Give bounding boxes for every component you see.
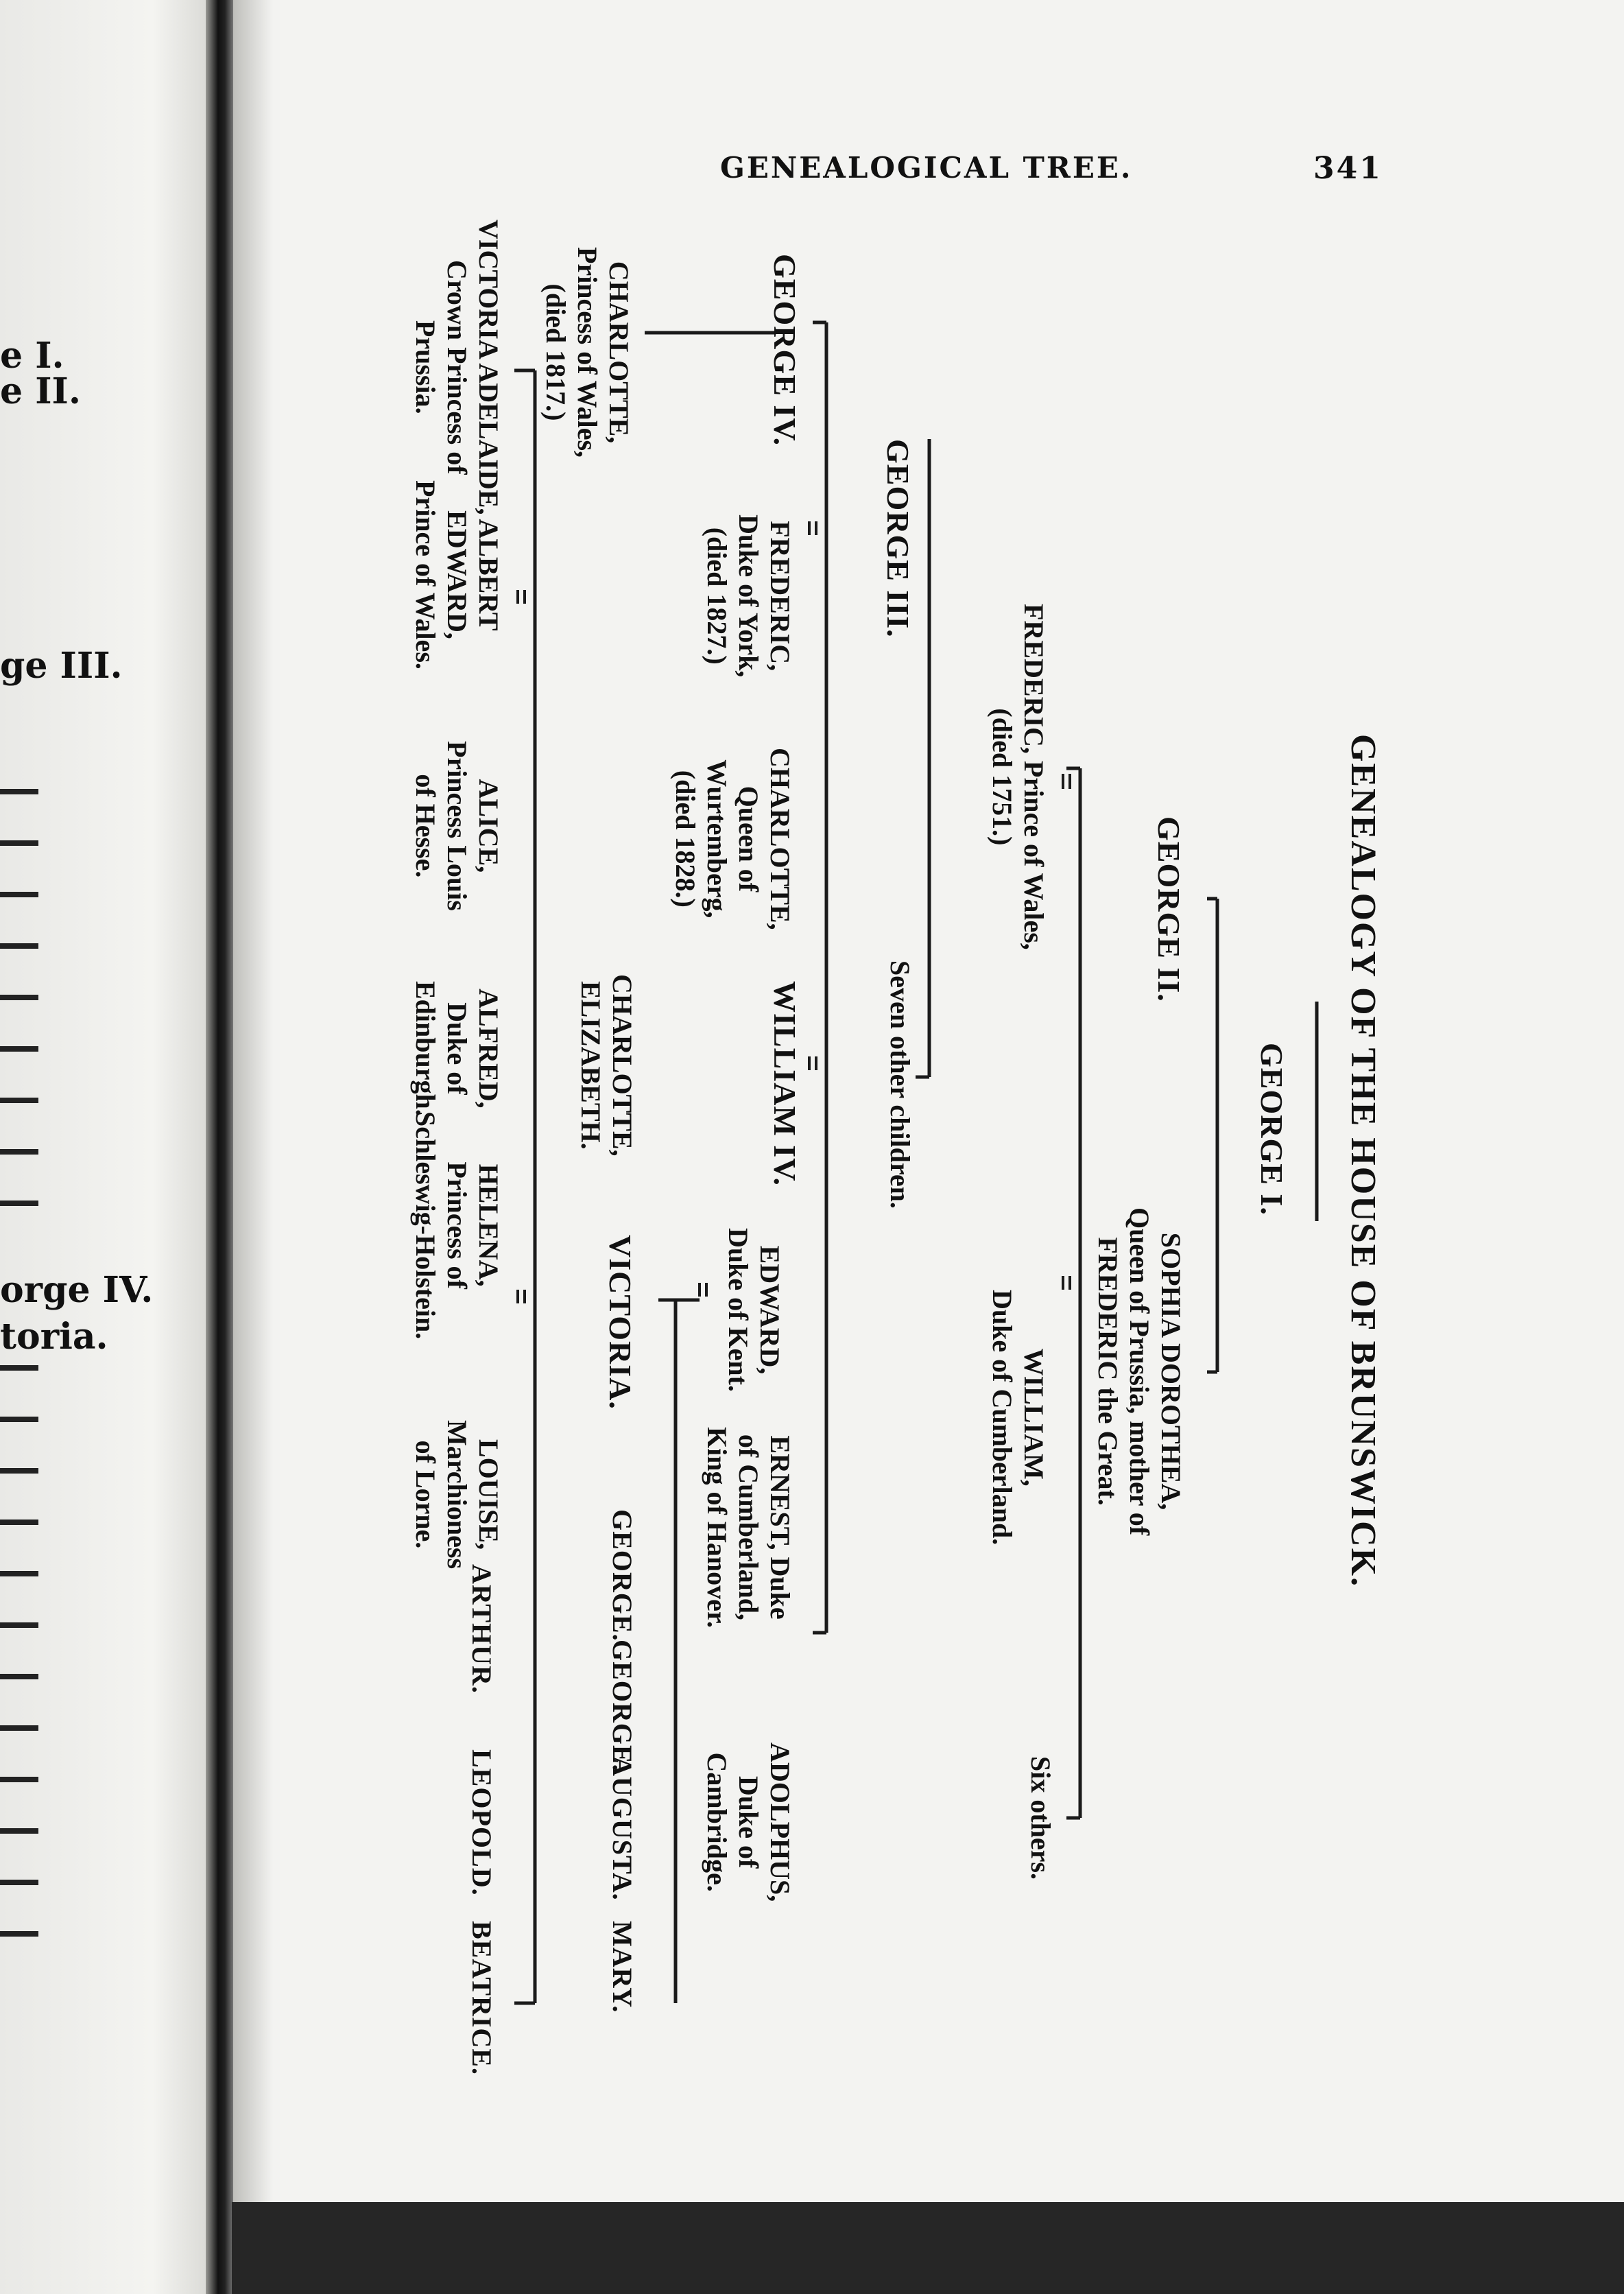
entry-line: (died 1817.) xyxy=(540,283,571,421)
entry-line: EDWARD, xyxy=(754,1245,785,1375)
page-number: 341 xyxy=(1313,151,1383,186)
entry-line: ELIZABETH. xyxy=(575,980,606,1150)
entry-line: ALFRED, xyxy=(473,989,504,1109)
entry-george-i: GEORGE I. xyxy=(1254,1043,1289,1216)
entry-victoria: VICTORIA. xyxy=(603,1235,638,1410)
running-title: GENEALOGICAL TREE. xyxy=(720,151,1133,185)
entry-six-others: Six others. xyxy=(1025,1756,1056,1880)
entry-line: FREDERIC the Great. xyxy=(1092,1237,1123,1506)
entry-line: (died 1827.) xyxy=(702,527,732,665)
entry-line: WILLIAM, xyxy=(1018,1348,1049,1487)
entry-line: LOUISE, xyxy=(473,1439,504,1550)
entry-beatrice: BEATRICE. xyxy=(466,1921,497,2075)
entry-arthur: ARTHUR. xyxy=(466,1564,497,1694)
entry-line: ALBERT xyxy=(473,519,504,631)
entry-george-iii: GEORGE III. xyxy=(881,439,916,638)
entry-line: VICTORIA ADELAIDE, xyxy=(473,220,504,515)
entry-frederic-prince-of-wales xyxy=(986,604,1049,950)
entry-line: King of Hanover. xyxy=(702,1427,732,1628)
entry-sophia-dorothea xyxy=(1092,1207,1186,1535)
entry-edward-duke-of-kent xyxy=(722,1228,785,1392)
entry-george-cambridge-son: GEORGE. xyxy=(607,1640,638,1772)
entry-line: Duke of York, xyxy=(733,515,764,678)
entry-line: of Lorne. xyxy=(410,1440,441,1549)
entry-charlotte-wurtemberg xyxy=(669,748,796,930)
entry-george-iv: GEORGE IV. xyxy=(767,254,802,447)
entry-line: Duke of xyxy=(733,1775,764,1869)
entry-line: Duke of Kent. xyxy=(723,1228,754,1392)
entry-line: Schleswig-Holstein. xyxy=(410,1111,441,1340)
entry-line: Princess Louis xyxy=(442,741,473,911)
entry-alfred xyxy=(409,981,504,1116)
entry-line: SOPHIA DOROTHEA, xyxy=(1156,1232,1186,1511)
entry-albert-edward xyxy=(409,480,504,670)
entry-line: CHARLOTTE, xyxy=(604,261,634,444)
entry-line: Queen of Prussia, mother of xyxy=(1124,1207,1155,1536)
entry-line: of Cumberland, xyxy=(733,1434,764,1621)
entry-adolphus-duke-of-cambridge xyxy=(701,1742,796,1902)
entry-line: Prussia. xyxy=(410,320,441,414)
entry-line: FREDERIC, xyxy=(765,521,796,672)
entry-alice xyxy=(409,741,504,911)
entry-frederic-duke-of-york xyxy=(701,515,796,677)
entry-louise xyxy=(409,1420,504,1569)
entry-line: FREDERIC, Prince of Wales, xyxy=(1018,604,1049,950)
entry-ernest-king-of-hanover xyxy=(701,1427,796,1628)
entry-line: Queen of xyxy=(733,785,764,892)
entry-line: HELENA, xyxy=(473,1163,504,1287)
entry-william-cumberland xyxy=(986,1290,1049,1545)
entry-seven-other-children: Seven other children. xyxy=(885,960,916,1209)
entry-line: (died 1751.) xyxy=(987,708,1018,846)
facing-fragment: toria. xyxy=(0,1316,108,1358)
entry-helena xyxy=(409,1111,504,1339)
entry-line: Duke of Cumberland. xyxy=(987,1290,1018,1546)
entry-line: (died 1828.) xyxy=(670,770,701,908)
entry-charlotte-princess-of-wales xyxy=(540,247,634,458)
entry-line: Edinburgh. xyxy=(410,981,441,1116)
entry-line: Marchioness xyxy=(442,1420,473,1570)
entry-mary: MARY. xyxy=(607,1921,638,2013)
entry-line: CHARLOTTE, xyxy=(607,974,638,1157)
entry-line: ADOLPHUS, xyxy=(765,1742,796,1902)
entry-line: Cambridge. xyxy=(702,1752,732,1892)
entry-william-iv: WILLIAM IV. xyxy=(767,981,802,1186)
entry-line: Wurtemberg, xyxy=(702,759,732,919)
facing-fragment: orge IV. xyxy=(0,1269,154,1311)
facing-fragment: e II. xyxy=(0,370,81,412)
entry-line: Duke of xyxy=(442,1002,473,1095)
entry-george-ii: GEORGE II. xyxy=(1151,816,1186,1002)
entry-line: ALICE, xyxy=(473,779,504,873)
tree-heading: GENEALOGY OF THE HOUSE OF BRUNSWICK. xyxy=(1344,734,1383,1588)
entry-charlotte-elizabeth xyxy=(575,974,638,1157)
entry-line: Princess of xyxy=(442,1161,473,1289)
entry-line: Prince of Wales. xyxy=(410,480,441,670)
entry-line: of Hesse. xyxy=(410,774,441,878)
entry-leopold: LEOPOLD. xyxy=(466,1749,497,1896)
facing-fragment: ge III. xyxy=(0,645,123,687)
entry-line: ERNEST, Duke xyxy=(765,1435,796,1620)
entry-victoria-adelaide xyxy=(409,220,504,515)
entry-line: Crown Princess of xyxy=(442,259,473,475)
entry-george-cumberland-son: GEORGE. xyxy=(607,1509,638,1642)
facing-fragment: e I. xyxy=(0,335,64,377)
entry-line: EDWARD, xyxy=(442,510,473,639)
entry-line: Princess of Wales, xyxy=(572,247,603,458)
entry-line: CHARLOTTE, xyxy=(765,748,796,930)
entry-augusta: AUGUSTA. xyxy=(607,1756,638,1901)
